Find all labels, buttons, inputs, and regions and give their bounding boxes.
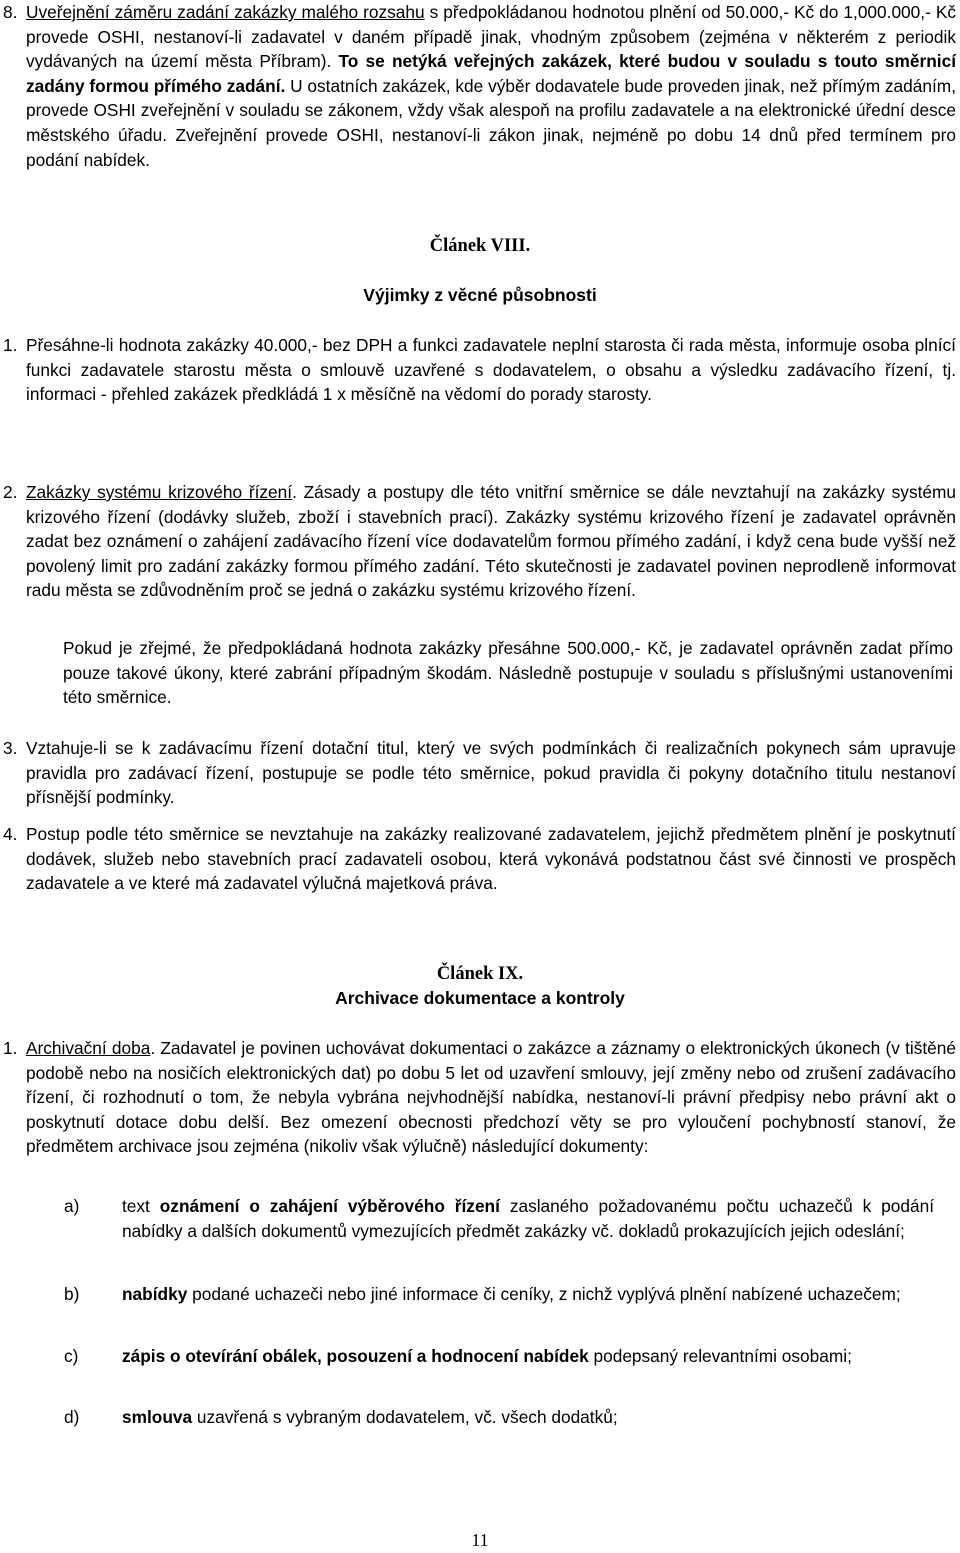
article-8-subtitle: Výjimky z věcné působnosti: [363, 285, 597, 305]
list-letter: a): [64, 1196, 80, 1216]
article-8-paragraph-2-sub: Pokud je zřejmé, že předpokládaná hodnota zakázky přesáhne 500.000,- Kč, je zadavatel oprávněn zadat přímo pouze takové úkony, které zabrání případným škodám. Následně postupuje v souladu s příslušnými ustanoveními této směrnice.: [63, 638, 953, 708]
list-letter: b): [64, 1284, 80, 1304]
list-item: [3, 1344, 934, 1369]
paragraph-number: 4.: [3, 824, 18, 844]
article-8-paragraph-2: [3, 480, 956, 603]
list-text: text: [122, 1196, 160, 1216]
list-bold-text: smlouva: [122, 1407, 193, 1427]
paragraph-title: Zakázky systému krizového řízení: [26, 482, 293, 502]
article-8-paragraph-3: [3, 736, 956, 810]
paragraph-text: Postup podle této směrnice se nevztahuje na zakázky realizované zadavatelem, jejichž předmětem plnění je poskytnutí dodávek, služeb nebo stavebních prací zadavateli osobou, která vykonává podstatnou část své činnosti ve prospěch zadavatele a ve které má zadavatel výlučná majetková práva.: [26, 824, 956, 894]
paragraph-text: . Zásady a postupy dle této vnitřní směrnice se dále nevztahují na zakázky systému krizového řízení (dodávky služeb, zboží i stavebních prací). Zakázky systému krizového řízení je zadavatel oprávněn zadat bez oznámení o zahájení zadávacího řízení více dodavatelům formou přímého zadání, i když cena bude vyšší než povolený limit pro zadání zakázky formou přímého zadání. Této skutečnosti je zadavatel povinen neprodleně informovat radu města se zdůvodněním proč se jedná o zakázku systému krizového řízení.: [26, 482, 957, 601]
article-8-paragraph-4: [3, 822, 956, 896]
paragraph-number: 2.: [3, 482, 18, 502]
list-item: [3, 1194, 934, 1243]
paragraph-text: U ostatních zakázek, kde výběr dodavatele bude proveden jinak, než přímým zadáním, provede OSHI zveřejnění v souladu se zákonem, vždy však alespoň na profilu zadavatele a na elektronické úřední desce městského úřadu. Zveřejnění provede OSHI, nestanoví-li zákon jinak, nejméně po dobu 14 dnů před termínem pro podání nabídek.: [26, 75, 956, 170]
list-text: uzavřená s vybraným dodavatelem, vč. všech dodatků;: [192, 1407, 618, 1427]
paragraph-text: Vztahuje-li se k zadávacímu řízení dotační titul, který ve svých podmínkách či realizačních pokynech sám upravuje pravidla pro zadávací řízení, postupuje se podle této směrnice, pokud pravidla či pokyny dotačního titulu nestanoví přísnější podmínky.: [26, 738, 956, 808]
paragraph-text: s předpokládanou hodnotou plnění od 50.000,- Kč do 1,000.000,- Kč provede OSHI, nestanoví-li zadavatel v daném případě jinak, vhodným způsobem (zejména v některém z periodik vydávaných na území města Příbram).: [26, 2, 957, 72]
paragraph-text: . Zadavatel je povinen uchovávat dokumentaci o zakázce a záznamy o elektronických úkonech (v tištěné podobě nebo na nosičích elektronických dat) po dobu 5 let od uzavření smlouvy, její změny nebo od zrušení zadávacího řízení, či rozhodnutí o tom, že nebyla vybrána nejvhodnější nabídka, nestanoví-li právní předpisy nebo právní akt o poskytnutí dotace dobu delší. Bez omezení obecnosti předchozí věty se pro vyloučení pochybností stanoví, že předmětem archivace jsou zejména (nikoliv však výlučně) následující dokumenty:: [26, 1038, 956, 1157]
list-bold-text: zápis o otevírání obálek, posouzení a hodnocení nabídek: [122, 1346, 589, 1366]
article-9-subtitle: Archivace dokumentace a kontroly: [335, 988, 625, 1008]
paragraph-text: Přesáhne-li hodnota zakázky 40.000,- bez DPH a funkci zadavatele neplní starosta či rada města, informuje osoba plnící funkci zadavatele starostu města o smlouvě uzavřené s dodavatelem, o obsahu a výsledku zadávacího řízení, tj. informaci - přehled zakázek předkládá 1 x měsíčně na vědomí do porady starosty.: [26, 335, 956, 405]
article-9-paragraph-1: [3, 1036, 956, 1159]
paragraph-title: Archivační doba: [26, 1038, 151, 1058]
list-letter: d): [64, 1407, 80, 1427]
list-text: podané uchazeči nebo jiné informace či ceníky, z nichž vyplývá plnění nabízené uchazečem;: [187, 1284, 901, 1304]
list-bold-text: nabídky: [122, 1284, 188, 1304]
article-8-paragraph-1: [3, 333, 956, 407]
paragraph-number: 1.: [3, 335, 18, 355]
article-9-title: Článek IX.: [436, 964, 524, 984]
article-8-title: Článek VIII.: [429, 236, 531, 256]
paragraph-number: 1.: [3, 1038, 18, 1058]
paragraph-number: 3.: [3, 738, 18, 758]
list-item: [3, 1405, 934, 1430]
paragraph-number: 8.: [3, 2, 18, 22]
list-item: [3, 1282, 934, 1307]
list-letter: c): [64, 1346, 79, 1366]
list-text: podepsaný relevantními osobami;: [588, 1346, 852, 1366]
paragraph-title: Uveřejnění záměru zadání zakázky malého rozsahu: [26, 2, 425, 22]
paragraph-bold-text: To se netýká veřejných zakázek, které budou v souladu s touto směrnicí zadány formou přímého zadání.: [26, 51, 956, 96]
list-text: zaslaného požadovanému počtu uchazečů k podání nabídky a dalších dokumentů vymezujících předmět zakázky vč. dokladů prokazujících jejich odeslání;: [122, 1196, 934, 1241]
page-number: 11: [471, 1530, 489, 1550]
paragraph-8: [3, 0, 956, 172]
list-bold-text: oznámení o zahájení výběrového řízení: [159, 1196, 500, 1216]
